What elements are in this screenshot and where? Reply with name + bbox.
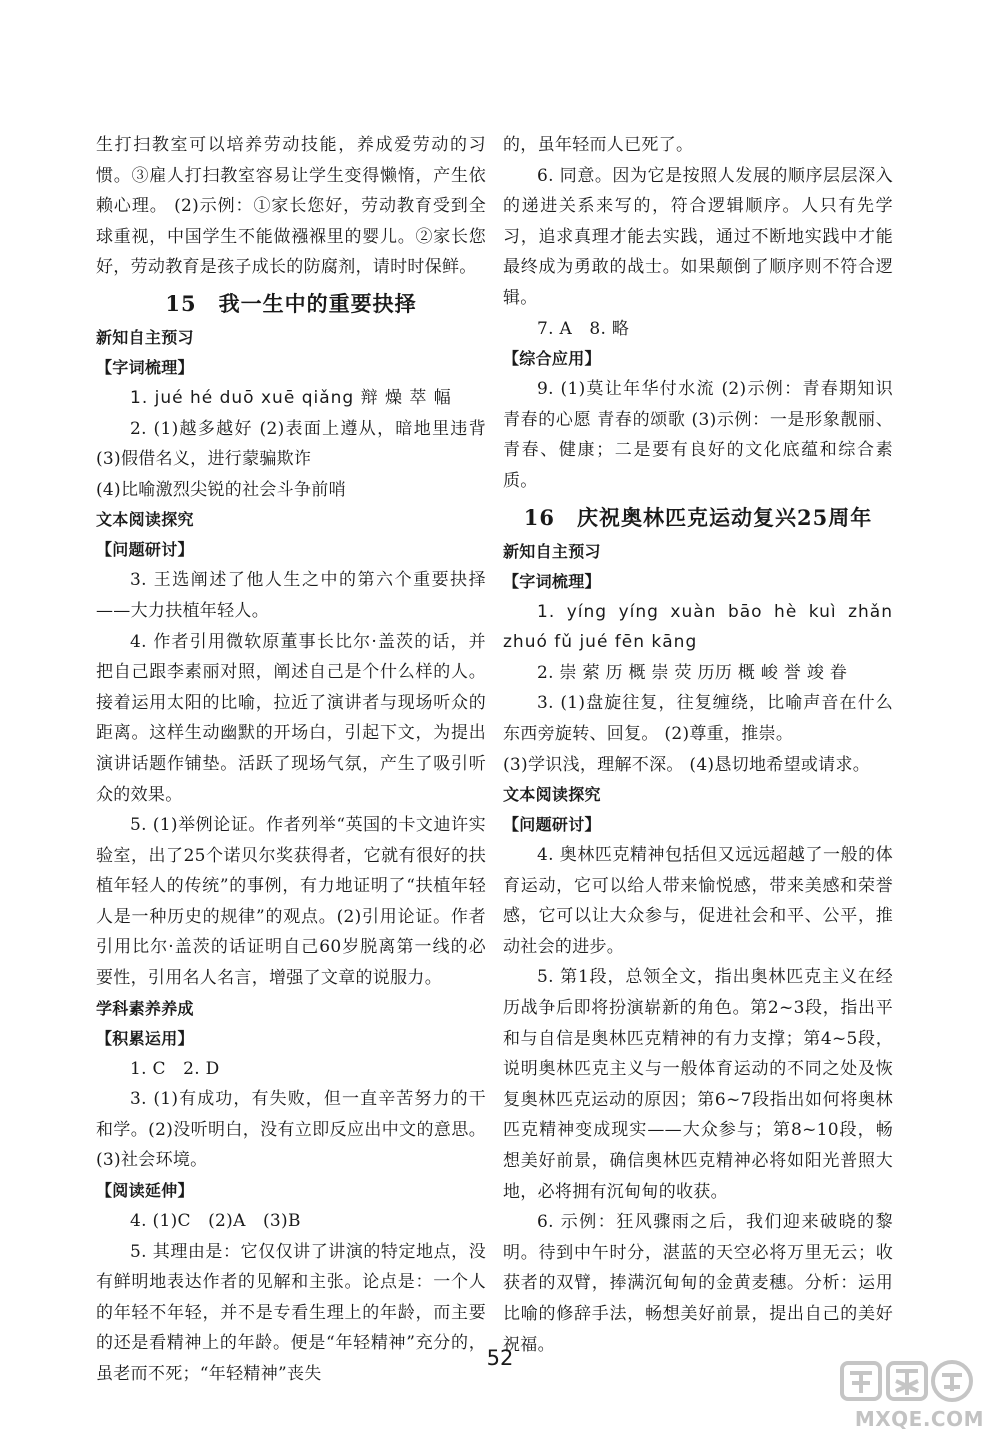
- lesson-title-16: 16 庆祝奥林匹克运动复兴25周年: [523, 504, 873, 530]
- answer-3b: 3. (1)有成功，有失败，但一直辛苦努力的干和学。(2)没听明白，没有立即反应出中文的意思。(3)社会环境。: [96, 1089, 486, 1171]
- left-column: [96, 130, 486, 1390]
- answer-1-2: 1. C 2. D: [130, 1058, 220, 1079]
- section-heading-preview-16: 新知自主预习: [503, 541, 601, 561]
- answer-1-16: 1. yíng yíng xuàn bāo hè kuì zhǎn zhuó fǔ jué fēn kāng: [503, 601, 893, 653]
- subheading-words: 【字词梳理】: [96, 357, 194, 377]
- answer-6-16: 6. 示例：狂风骤雨之后，我们迎来破晓的黎明。待到中午时分，湛蓝的天空必将万里无云；收获者的双臂，捧满沉甸甸的金黄麦穗。分析：运用比喻的修辞手法，畅想美好前景，提出自己的美好祝福。: [503, 1212, 893, 1355]
- answer-9: 9. (1)莫让年华付水流 (2)示例：青春期知识 青春的心愿 青春的颂歌 (3)示例：一是形象靓丽、青春、健康；二是要有良好的文化底蕴和综合素质。: [503, 379, 893, 491]
- paragraph-continued-right: 的，虽年轻而人已死了。: [503, 135, 694, 155]
- answer-2-16: 2. 崇 萦 历 概 崇 荧 历历 概 峻 誉 竣 眷: [537, 662, 848, 683]
- subheading-extension: 【阅读延伸】: [96, 1181, 194, 1201]
- page-number: 52: [486, 1346, 514, 1370]
- subheading-application: 【综合应用】: [503, 349, 601, 369]
- watermark-text: MXQE.COM: [854, 1407, 984, 1431]
- section-heading-preview: 新知自主预习: [96, 327, 194, 347]
- subheading-research: 【问题研讨】: [96, 540, 194, 560]
- answer-2: 2. (1)越多越好 (2)表面上遵从，暗地里违背 (3)假借名义，进行蒙骗欺诈: [96, 418, 486, 470]
- paragraph-continued: 生打扫教室可以培养劳动技能，养成爱劳动的习惯。③雇人打扫教室容易让学生变得懒惰，产生依赖心理。 (2)示例：①家长您好，劳动教育受到全球重视，中国学生不能做襁褓里的婴儿。②家长您好，劳动教育是孩子成长的防腐剂，请时时保鲜。: [96, 135, 486, 278]
- answer-2-cont: (4)比喻激烈尖锐的社会斗争前哨: [96, 479, 346, 500]
- right-column: [503, 130, 893, 1360]
- subheading-words-16: 【字词梳理】: [503, 571, 601, 591]
- answer-6: 6. 同意。因为它是按照人发展的顺序层层深入的递进关系来写的，符合逻辑顺序。人只有先学习，追求真理才能去实践，通过不断地实践中才能最终成为勇敢的战士。如果颠倒了顺序则不符合逻辑。: [503, 165, 893, 308]
- answer-5: 5. (1)举例论证。作者列举“英国的卡文迪许实验室，出了25个诺贝尔奖获得者，它就有很好的扶植年轻人的传统”的事例，有力地证明了“扶植年轻人是一种历史的规律”的观点。(2)引用论证。作者引用比尔·盖茨的话证明自己60岁脱离第一线的必要性，引用名人名言，增强了文章的说服力。: [96, 815, 486, 989]
- answer-1: 1. jué hé duō xuē qiǎng 辩 燥 萃 幅: [130, 387, 452, 408]
- section-heading-literacy: 学科素养养成: [96, 998, 194, 1018]
- answer-3: 3. 王选阐述了他人生之中的第六个重要抉择——大力扶植年轻人。: [96, 570, 486, 621]
- answer-logo-icon: [838, 1357, 978, 1405]
- section-heading-reading-16: 文本阅读探究: [503, 785, 601, 805]
- answer-5-16: 5. 第1段，总领全文，指出奥林匹克主义在经历战争后即将扮演崭新的角色。第2~3段，指出平和与自信是奥林匹克精神的有力支撑；第4~5段，说明奥林匹克主义与一般体育运动的不同之处及恢复奥林匹克运动的原因；第6~7段指出如何将奥林匹克精神变成现实——大众参与；第8~10段，畅想美好前景，确信奥林匹克精神必将如阳光普照大地，必将拥有沉甸甸的收获。: [503, 967, 893, 1202]
- answer-3-16-cont: (3)学识浅，理解不深。 (4)恳切地希望或请求。: [503, 754, 871, 775]
- subheading-accumulation: 【积累运用】: [96, 1028, 194, 1048]
- answer-4: 4. 作者引用微软原董事长比尔·盖茨的话，并把自己跟李素丽对照，阐述自己是个什么样的人。接着运用太阳的比喻，拉近了演讲者与现场听众的距离。这样生动幽默的开场白，引起下文，为提出演讲话题作铺垫。活跃了现场气氛，产生了吸引听众的效果。: [96, 631, 486, 805]
- answer-4b: 4. (1)C (2)A (3)B: [130, 1211, 301, 1232]
- answer-5b: 5. 其理由是：它仅仅讲了讲演的特定地点，没有鲜明地表达作者的见解和主张。论点是：一个人的年轻不年轻，并不是专看生理上的年龄，而主要的还是看精神上的年龄。便是“年轻精神”充分的，虽老而不死；“年轻精神”丧失: [96, 1241, 486, 1384]
- answer-7-8: 7. A 8. 略: [537, 318, 630, 339]
- subheading-research-16: 【问题研讨】: [503, 815, 601, 835]
- section-heading-reading: 文本阅读探究: [96, 510, 194, 530]
- lesson-title-15: 15 我一生中的重要抉择: [165, 290, 417, 316]
- answer-4-16: 4. 奥林匹克精神包括但又远远超越了一般的体育运动，它可以给人带来愉悦感，带来美感和荣誉感，它可以让大众参与，促进社会和平、公平，推动社会的进步。: [503, 845, 893, 957]
- answer-3-16: 3. (1)盘旋往复，往复缠绕，比喻声音在什么东西旁旋转、回复。 (2)尊重，推崇。: [503, 693, 893, 744]
- watermark: [834, 1357, 984, 1431]
